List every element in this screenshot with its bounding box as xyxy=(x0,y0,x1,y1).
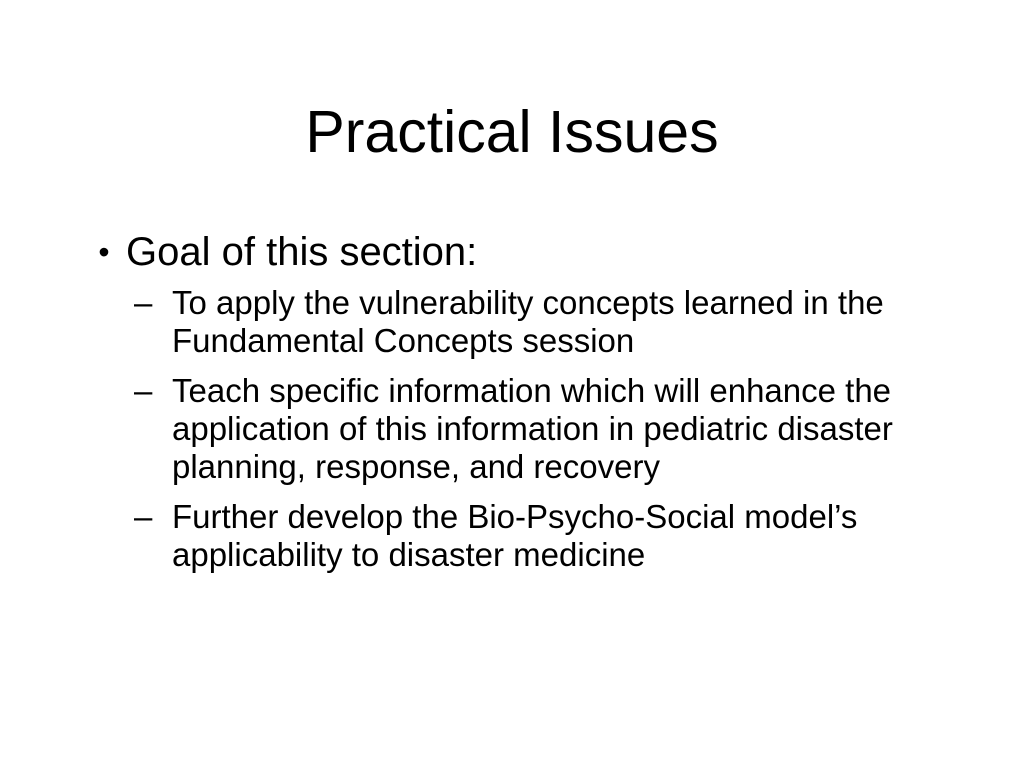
bullet-text: Goal of this section: xyxy=(126,230,478,274)
sub-bullet-text: Teach specific information which will enhance the application of this information in pediatric disaster planning, response, and recovery xyxy=(172,372,893,485)
sub-bullet-marker: – xyxy=(134,284,153,321)
sub-bullet-item xyxy=(134,498,954,574)
bullet-marker: • xyxy=(98,234,110,270)
sub-bullet-text: Further develop the Bio-Psycho-Social model’s applicability to disaster medicine xyxy=(172,498,858,573)
sub-bullet-marker: – xyxy=(134,372,153,409)
slide-content xyxy=(82,228,962,586)
main-bullet xyxy=(82,228,962,276)
slide-title: Practical Issues xyxy=(305,99,719,165)
sub-bullet-text: To apply the vulnerability concepts learned in the Fundamental Concepts session xyxy=(172,284,884,359)
sub-bullet-item xyxy=(134,284,954,360)
sub-bullet-list xyxy=(134,284,954,574)
sub-bullet-item xyxy=(134,372,954,486)
sub-bullet-marker: – xyxy=(134,498,153,535)
